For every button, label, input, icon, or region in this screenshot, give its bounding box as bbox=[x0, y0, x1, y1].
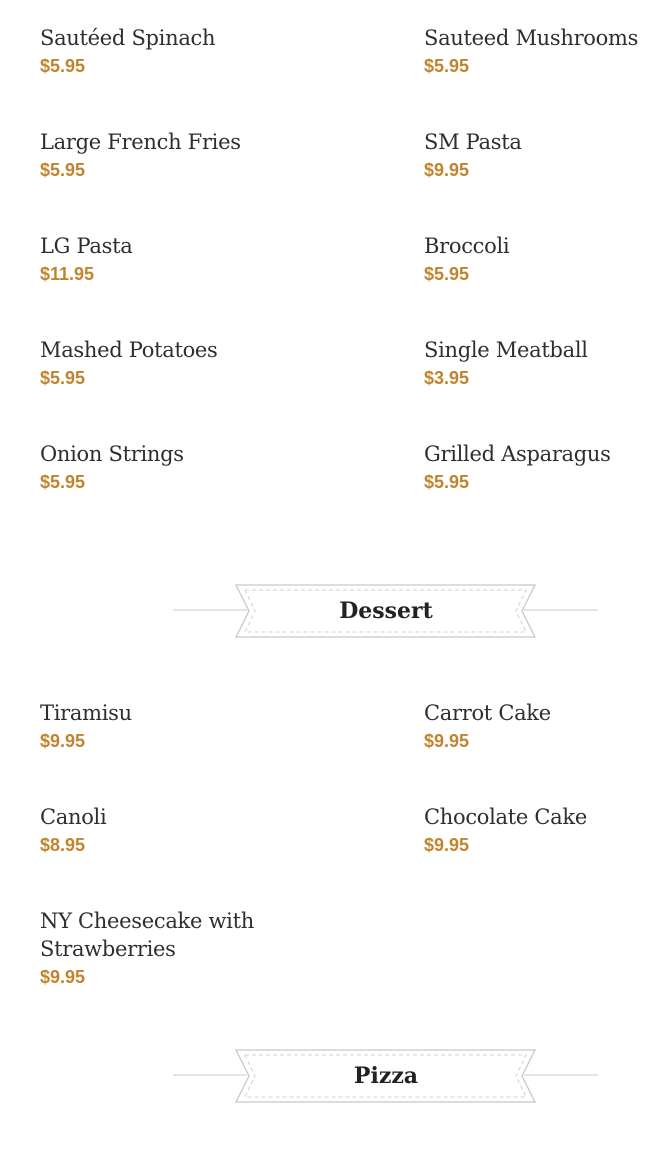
menu-item-name: Chocolate Cake bbox=[424, 805, 587, 829]
menu-item-name: Sauteed Mushrooms bbox=[424, 26, 639, 50]
menu-item-name: Single Meatball bbox=[424, 338, 588, 362]
menu-item bbox=[40, 336, 280, 390]
menu-item bbox=[40, 440, 280, 494]
menu-item-price: $9.95 bbox=[424, 160, 470, 180]
menu-item bbox=[40, 803, 280, 857]
menu-item-price: $9.95 bbox=[40, 731, 86, 751]
menu-item-price: $8.95 bbox=[40, 835, 86, 855]
menu-item-name: Carrot Cake bbox=[424, 701, 551, 725]
menu-item bbox=[40, 128, 280, 182]
menu-item-price: $9.95 bbox=[424, 835, 470, 855]
menu-item bbox=[424, 24, 664, 78]
menu-item-price: $5.95 bbox=[40, 368, 86, 388]
menu-item-price: $5.95 bbox=[424, 56, 470, 76]
section-header-dessert bbox=[173, 582, 598, 640]
menu-item-name: LG Pasta bbox=[40, 234, 133, 258]
menu-item bbox=[424, 440, 664, 494]
menu-item-name: Large French Fries bbox=[40, 130, 241, 154]
menu-item-name: Canoli bbox=[40, 805, 107, 829]
menu-item bbox=[424, 128, 664, 182]
menu-item bbox=[40, 24, 280, 78]
menu-item bbox=[424, 232, 664, 286]
menu-item-price: $9.95 bbox=[40, 967, 86, 987]
menu-item-name: Onion Strings bbox=[40, 442, 184, 466]
menu-item bbox=[40, 232, 280, 286]
section-title: Dessert bbox=[339, 598, 433, 624]
menu-item bbox=[40, 699, 280, 753]
menu-item-name: Broccoli bbox=[424, 234, 510, 258]
menu-item-price: $3.95 bbox=[424, 368, 470, 388]
menu-item-price: $11.95 bbox=[40, 264, 95, 284]
menu-item-name: SM Pasta bbox=[424, 130, 522, 154]
menu-item-name: Mashed Potatoes bbox=[40, 338, 218, 362]
menu-item-price: $9.95 bbox=[424, 731, 470, 751]
menu-item-name: NY Cheesecake with Strawberries bbox=[40, 909, 254, 961]
menu-item-price: $5.95 bbox=[424, 472, 470, 492]
menu-item-price: $5.95 bbox=[40, 472, 86, 492]
section-header-pizza bbox=[173, 1047, 598, 1105]
menu-item bbox=[424, 336, 664, 390]
section-title: Pizza bbox=[353, 1063, 419, 1089]
menu-item-price: $5.95 bbox=[40, 56, 86, 76]
menu-item-price: $5.95 bbox=[424, 264, 470, 284]
menu-item-name: Tiramisu bbox=[40, 701, 132, 725]
menu-item-name: Sautéed Spinach bbox=[40, 26, 216, 50]
menu-item bbox=[424, 699, 664, 753]
menu-item-price: $5.95 bbox=[40, 160, 86, 180]
menu-item bbox=[40, 907, 270, 989]
menu-item bbox=[424, 803, 664, 857]
menu-item-name: Grilled Asparagus bbox=[424, 442, 611, 466]
